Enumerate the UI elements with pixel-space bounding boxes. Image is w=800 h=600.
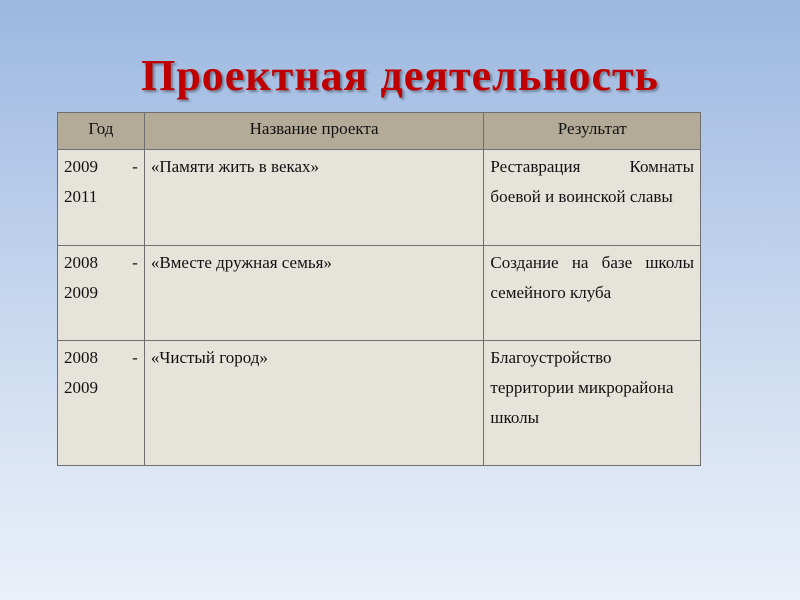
- table-header-row: [58, 113, 701, 150]
- year-separator: -: [132, 348, 138, 367]
- header-year: Год: [58, 113, 145, 150]
- project-name-cell: «Памяти жить в веках»: [144, 150, 484, 246]
- projects-table: [57, 112, 701, 466]
- year-end: 2011: [64, 187, 98, 206]
- slide-title: Проектная деятельность: [141, 51, 659, 100]
- year-separator: -: [132, 157, 138, 176]
- year-start: 2008: [64, 253, 98, 272]
- year-start: 2008: [64, 348, 98, 367]
- result-cell: Создание на базе школы семейного клуба: [484, 246, 701, 341]
- table-row: [58, 246, 701, 341]
- project-name-cell: «Вместе дружная семья»: [144, 246, 484, 341]
- year-end: 2009: [64, 283, 98, 302]
- result-cell: Благоустройство территории микрорайона школы: [484, 341, 701, 466]
- project-name-cell: «Чистый город»: [144, 341, 484, 466]
- header-project-name: Название проекта: [144, 113, 484, 150]
- year-end: 2009: [64, 378, 98, 397]
- year-cell: [58, 150, 145, 246]
- year-separator: -: [132, 253, 138, 272]
- year-cell: [58, 246, 145, 341]
- year-start: 2009: [64, 157, 98, 176]
- table-row: [58, 341, 701, 466]
- result-cell: Реставрация Комнаты боевой и воинской славы: [484, 150, 701, 246]
- year-cell: [58, 341, 145, 466]
- header-result: Результат: [484, 113, 701, 150]
- table-row: [58, 150, 701, 246]
